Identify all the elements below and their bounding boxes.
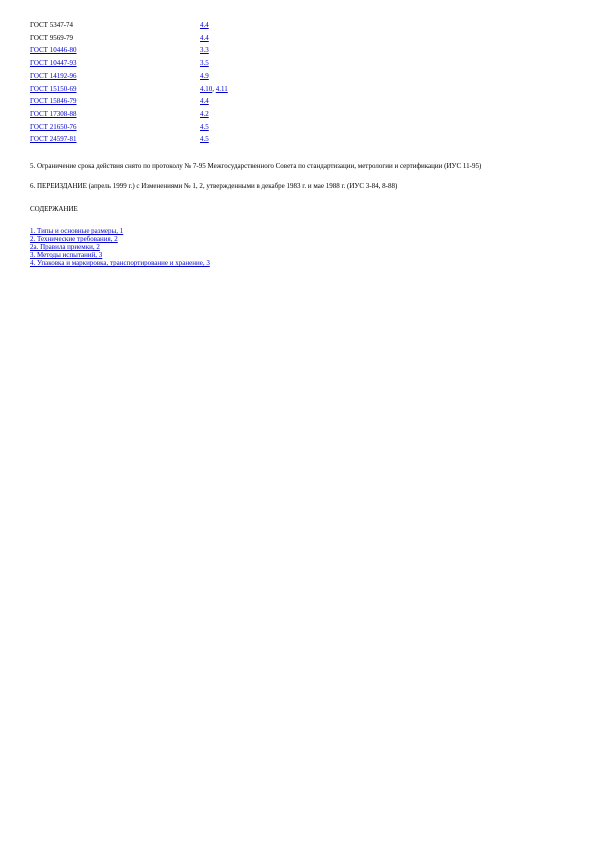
reference-items-cell bbox=[200, 44, 228, 57]
reference-table-body bbox=[30, 19, 228, 146]
reference-doc-cell bbox=[30, 121, 200, 134]
reference-table bbox=[30, 19, 228, 146]
reference-items-cell bbox=[200, 108, 228, 121]
reference-items-cell bbox=[200, 95, 228, 108]
reference-items-cell bbox=[200, 19, 228, 32]
reference-items-cell bbox=[200, 133, 228, 146]
reference-doc-cell bbox=[30, 19, 200, 32]
reference-row bbox=[30, 19, 228, 32]
reference-doc-label: ГОСТ 5347-74 bbox=[30, 21, 74, 29]
reference-doc-cell bbox=[30, 83, 200, 96]
reference-row bbox=[30, 83, 228, 96]
reference-doc-cell bbox=[30, 44, 200, 57]
reference-doc-cell bbox=[30, 57, 200, 70]
contents-item-link[interactable]: 4. Упаковка и маркировка, транспортирование и хранение, 3 bbox=[30, 259, 210, 268]
reference-row bbox=[30, 121, 228, 134]
reference-doc-link[interactable]: ГОСТ 10447-93 bbox=[30, 59, 77, 68]
contents-item-link[interactable]: 3. Методы испытаний, 3 bbox=[30, 251, 103, 260]
contents-item-link[interactable]: 2. Технические требования, 2 bbox=[30, 235, 118, 244]
contents-item-link[interactable]: 1. Типы и основные размеры, 1 bbox=[30, 227, 124, 236]
reference-item-link[interactable]: 4.9 bbox=[200, 71, 209, 80]
reference-items-cell bbox=[200, 121, 228, 134]
reference-row bbox=[30, 70, 228, 83]
reference-row bbox=[30, 108, 228, 121]
reference-item-link[interactable]: 4.4 bbox=[200, 97, 209, 106]
reference-doc-link[interactable]: ГОСТ 15846-79 bbox=[30, 97, 77, 106]
contents-item-link[interactable]: 2а. Правила приемки, 2 bbox=[30, 243, 100, 252]
reference-item-link[interactable]: 4.11 bbox=[215, 84, 228, 93]
reference-doc-cell bbox=[30, 95, 200, 108]
reference-row bbox=[30, 44, 228, 57]
reference-item-link[interactable]: 4.4 bbox=[200, 21, 209, 29]
reference-row bbox=[30, 95, 228, 108]
reference-doc-link[interactable]: ГОСТ 15150-69 bbox=[30, 84, 77, 93]
limitation-paragraph: 5. Ограничение срока действия снято по протоколу № 7-95 Межгосударственного Совета по стандартизации, метрологии и сертификации (ИУС 11-95) bbox=[30, 162, 482, 171]
document-page bbox=[30, 19, 570, 267]
reprint-paragraph: 6. ПЕРЕИЗДАНИЕ (апрель 1999 г.) с Изменениями № 1, 2, утвержденными в декабре 1983 г. и мае 1988 г. (ИУС 3-84, 8-88) bbox=[30, 182, 398, 191]
reference-item-link[interactable]: 3.3 bbox=[200, 46, 209, 55]
reference-doc-cell bbox=[30, 70, 200, 83]
reference-item-link[interactable]: 3.5 bbox=[200, 59, 209, 68]
reference-item-link[interactable]: 4.5 bbox=[200, 122, 209, 131]
reference-item-link[interactable]: 4.5 bbox=[200, 135, 209, 144]
reference-items-cell bbox=[200, 32, 228, 45]
reference-item-link[interactable]: 4.10 bbox=[200, 84, 213, 93]
contents-list bbox=[30, 227, 570, 267]
reference-doc-cell bbox=[30, 32, 200, 45]
reference-item-link[interactable]: 4.4 bbox=[200, 33, 209, 42]
reference-doc-link[interactable]: ГОСТ 21650-76 bbox=[30, 122, 77, 131]
reference-doc-cell bbox=[30, 108, 200, 121]
reference-row bbox=[30, 133, 228, 146]
reference-items-cell bbox=[200, 70, 228, 83]
contents-title: СОДЕРЖАНИЕ bbox=[30, 205, 78, 214]
reference-items-cell: 4.10, 4.11 bbox=[200, 84, 228, 93]
reference-doc-link[interactable]: ГОСТ 17308-88 bbox=[30, 109, 77, 118]
reference-doc-cell bbox=[30, 133, 200, 146]
reference-row bbox=[30, 32, 228, 45]
reference-doc-link[interactable]: ГОСТ 14192-96 bbox=[30, 71, 77, 80]
reference-items-cell bbox=[200, 57, 228, 70]
reference-doc-label: ГОСТ 9569-79 bbox=[30, 33, 74, 42]
reference-doc-link[interactable]: ГОСТ 24597-81 bbox=[30, 135, 77, 144]
reference-doc-link[interactable]: ГОСТ 10446-80 bbox=[30, 46, 77, 55]
reference-item-link[interactable]: 4.2 bbox=[200, 109, 209, 118]
reference-row bbox=[30, 57, 228, 70]
